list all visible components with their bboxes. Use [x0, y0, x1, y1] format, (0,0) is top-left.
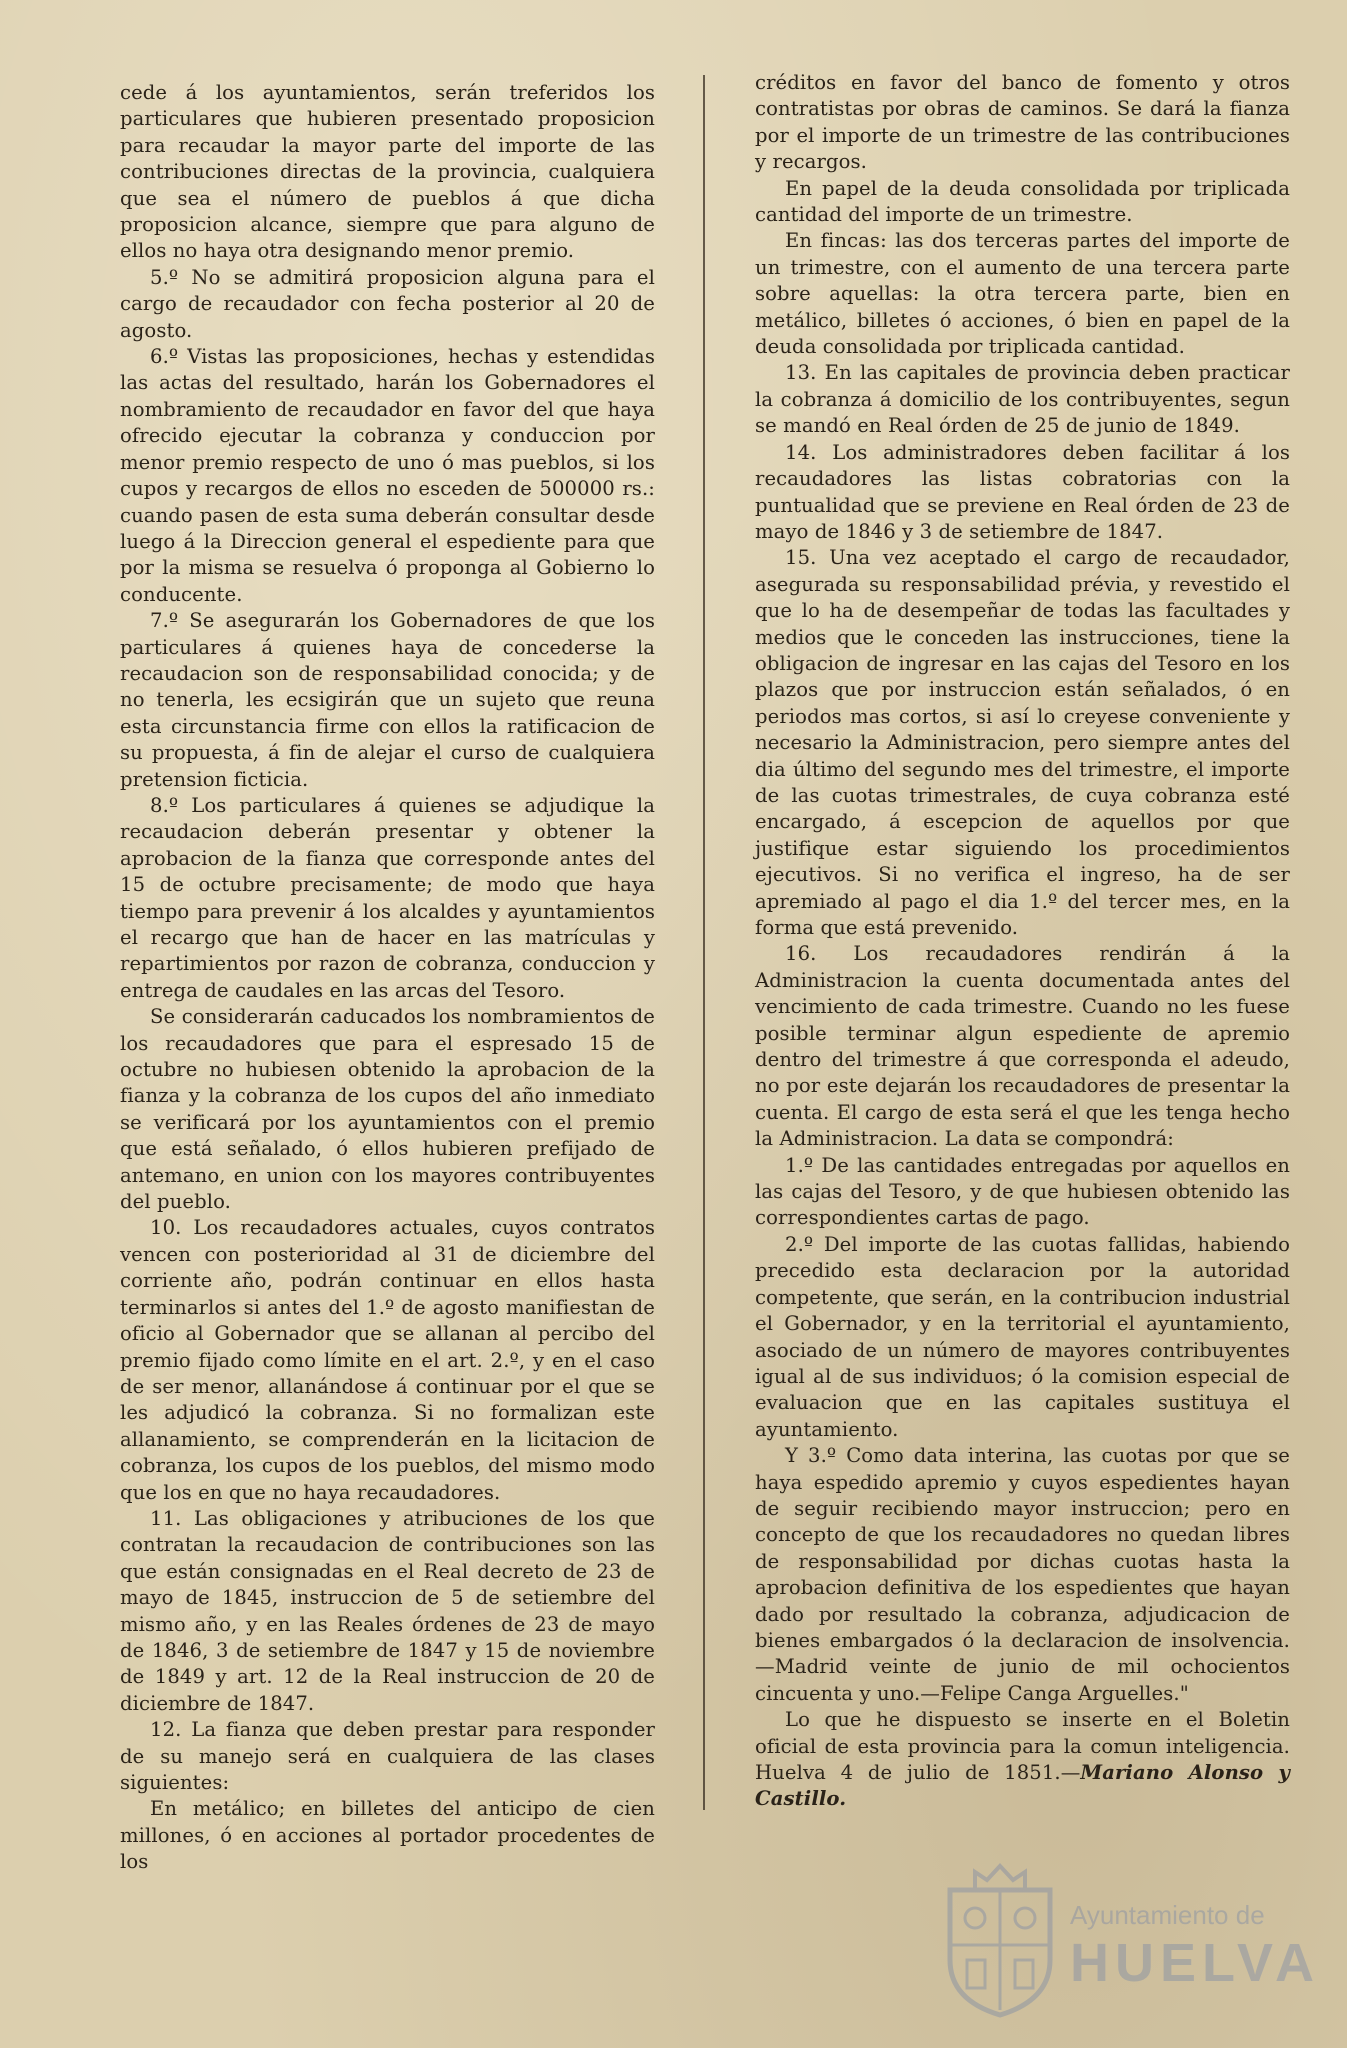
paragraph: En fincas: las dos terceras partes del importe de un trimestre, con el aumento de una tercera parte sobre aquellas: la otra tercera parte, bien en metálico, billetes ó acciones, ó bien en papel de la deuda consolidada por triplicada cantidad. [755, 229, 1290, 359]
watermark-line1: Ayuntamiento de [1070, 1900, 1265, 1930]
paragraph: 16. Los recaudadores rendirán á la Administracion la cuenta documentada antes del vencimiento de cada trimestre. Cuando no les fuese posible terminar algun espediente de apremio dentro del trimestre á que corresponda el adeudo, no por este dejarán los recaudadores de presentar la cuenta. El cargo de esta será el que les tenga hecho la Administracion. La data se compondrá: [755, 942, 1290, 1151]
closing-text: Lo que he dispuesto se inserte en el Boletin oficial de esta provincia para la comun inteligencia. Huelva 4 de julio de 1851.— [755, 1708, 1290, 1784]
paragraph: 10. Los recaudadores actuales, cuyos contratos vencen con posterioridad al 31 de diciembre del corriente año, podrán continuar en ellos hasta terminarlos si antes del 1.º de agosto manifiestan de oficio al Gobernador que se allanan al percibo del premio fijado como límite en el art. 2.º, y en el caso de ser menor, allanándose á continuar por el que se les adjudicó la cobranza. Si no formalizan este allanamiento, se comprenderán en la licitacion de cobranza, los cupos de los pueblos, del mismo modo que los en que no haya recaudadores. [120, 1216, 655, 1504]
paragraph: 8.º Los particulares á quienes se adjudique la recaudacion deberán presentar y obtener la aprobacion de la fianza que corresponde antes del 15 de octubre precisamente; de modo que haya tiempo para prevenir á los alcaldes y ayuntamientos el recargo que han de hacer en las matrículas y repartimientos por razon de cobranza, conduccion y entrega de caudales en las arcas del Tesoro. [120, 793, 655, 1002]
paragraph: créditos en favor del banco de fomento y otros contratistas por obras de caminos. Se dará la fianza por el importe de un trimestre de las contribuciones y recargos. [755, 71, 1290, 174]
paragraph: 12. La fianza que deben prestar para responder de su manejo será en cualquiera de las clases siguientes: [120, 1718, 655, 1794]
paragraph: 11. Las obligaciones y atribuciones de los que contratan la recaudacion de contribuciones son las que están consignadas en el Real decreto de 23 de mayo de 1845, instruccion de 5 de setiembre del mismo año, y en las Reales órdenes de 23 de mayo de 1846, 3 de setiembre de 1847 y 15 de noviembre de 1849 y art. 12 de la Real instruccion de 20 de diciembre de 1847. [120, 1506, 655, 1715]
signature: Mariano Alonso y Castillo. [755, 1761, 1290, 1811]
left-column [120, 80, 655, 1876]
column-divider [703, 75, 705, 1810]
paragraph: 5.º No se admitirá proposicion alguna para el cargo de recaudador con fecha posterior al 20 de agosto. [120, 265, 655, 342]
paragraph: En metálico; en billetes del anticipo de cien millones, ó en acciones al portador procedentes de los [120, 1797, 655, 1874]
paragraph: 1.º De las cantidades entregadas por aquellos en las cajas del Tesoro, y de que hubiesen obtenido las correspondientes cartas de pago. [755, 1153, 1290, 1230]
right-column [755, 70, 1290, 1813]
watermark-line2: HUELVA [1070, 1933, 1320, 1993]
paragraph: 15. Una vez aceptado el cargo de recaudador, asegurada su responsabilidad prévia, y revestido el que lo ha de desempeñar de todas las facultades y medios que le conceden las instrucciones, tiene la obligacion de ingresar en las cajas del Tesoro en los plazos que por instruccion están señalados, ó en periodos mas cortos, si así lo creyese conveniente y necesario la Administracion, pero siempre antes del dia último del segundo mes del trimestre, el importe de las cuotas trimestrales, de cuya cobranza esté encargado, á escepcion de aquellos por que justifique estar siguiendo los procedimientos ejecutivos. Si no verifica el ingreso, ha de ser apremiado al pago el dia 1.º del tercer mes, en la forma que está prevenido. [755, 546, 1290, 939]
paragraph: 2.º Del importe de las cuotas fallidas, habiendo precedido esta declaracion por la autoridad competente, que serán, en la contribucion industrial el Gobernador, y en la territorial el ayuntamiento, asociado de un número de mayores contribuyentes igual al de sus individuos; ó la comision especial de evaluacion que en las capitales sustituya el ayuntamiento. [755, 1232, 1290, 1441]
paragraph: En papel de la deuda consolidada por triplicada cantidad del importe de un trimestre. [755, 176, 1290, 227]
closing-paragraph [755, 1707, 1290, 1813]
paragraph: 14. Los administradores deben facilitar á los recaudadores las listas cobratorias con la puntualidad que se previene en Real órden de 23 de mayo de 1846 y 3 de setiembre de 1847. [755, 440, 1290, 543]
paragraph: Y 3.º Como data interina, las cuotas por que se haya espedido apremio y cuyos espedientes hayan de seguir recibiendo mayor instruccion; pero en concepto de que los recaudadores no quedan libres de responsabilidad por dichas cuotas hasta la aprobacion definitiva de los espedientes que hayan dado por resultado la cobranza, adjudicacion de bienes embargados ó la declaracion de insolvencia.—Madrid veinte de junio de mil ochocientos cincuenta y uno.—Felipe Canga Arguelles." [755, 1444, 1290, 1705]
paragraph: cede á los ayuntamientos, serán treferidos los particulares que hubieren presentado proposicion para recaudar la mayor parte del importe de las contribuciones directas de la provincia, cualquiera que sea el número de pueblos á que dicha proposicion alcance, siempre que para alguno de ellos no haya otra designando menor premio. [120, 81, 655, 263]
watermark [935, 1860, 1320, 2020]
paragraph: Se considerarán caducados los nombramientos de los recaudadores que para el espresado 15 de octubre no hubiesen obtenido la aprobacion de la fianza y la cobranza de los cupos del año inmediato se verificará por los ayuntamientos con el premio que está señalado, ó ellos hubieren prefijado de antemano, en union con los mayores contribuyentes del pueblo. [120, 1005, 655, 1214]
paragraph: 7.º Se asegurarán los Gobernadores de que los particulares á quienes haya de concederse la recaudacion son de responsabilidad conocida; y de no tenerla, les ecsigirán que un sujeto que reuna esta circunstancia firme con ellos la ratificacion de su propuesta, á fin de alejar el curso de cualquiera pretension ficticia. [120, 609, 655, 791]
paragraph: 6.º Vistas las proposiciones, hechas y estendidas las actas del resultado, harán los Gobernadores el nombramiento de recaudador en favor del que haya ofrecido ejecutar la cobranza y conduccion por menor premio respecto de uno ó mas pueblos, si los cupos y recargos de ellos no esceden de 500000 rs.: cuando pasen de esta suma deberán consultar desde luego á la Direccion general el espediente para que por la misma se resuelva ó proponga al Gobierno lo conducente. [120, 345, 655, 606]
paragraph: 13. En las capitales de provincia deben practicar la cobranza á domicilio de los contribuyentes, segun se mandó en Real órden de 25 de junio de 1849. [755, 361, 1290, 438]
coat-of-arms-icon [935, 1860, 1065, 2020]
